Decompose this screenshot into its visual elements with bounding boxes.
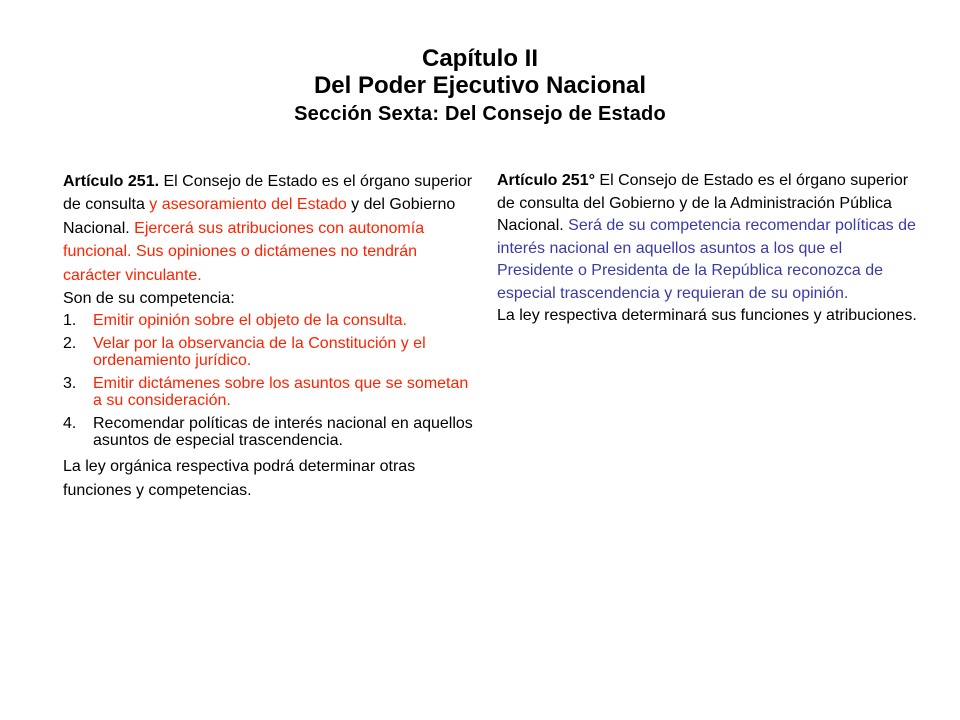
list-item-text: Emitir dictámenes sobre los asuntos que se sometan a su consideración. <box>93 375 469 410</box>
chapter-title: Capítulo II <box>422 45 538 72</box>
list-item <box>63 335 473 369</box>
left-column-article <box>63 170 473 502</box>
list-item-text: Recomendar políticas de interés nacional en aquellos asuntos de especial trascendencia. <box>93 415 473 450</box>
right-article-paragraph <box>497 170 917 305</box>
list-item-number: 4. <box>63 415 77 433</box>
right-text-a: El Consejo de Estado es el órgano superior de consulta del Gobierno y de la Administración Pública Nacional. <box>497 172 909 234</box>
list-item <box>63 415 473 449</box>
right-article-label: Artículo 251° <box>497 172 595 189</box>
left-text-a: El Consejo de Estado es el órgano superior de consulta <box>63 173 473 214</box>
list-item-number: 3. <box>63 375 77 393</box>
section-title: Sección Sexta: Del Consejo de Estado <box>294 103 666 125</box>
right-closing: La ley respectiva determinará sus funciones y atribuciones. <box>497 307 917 324</box>
list-item-text: Emitir opinión sobre el objeto de la consulta. <box>93 312 407 330</box>
left-article-label: Artículo 251. <box>63 173 160 190</box>
slide-title <box>0 46 960 128</box>
right-text-b: Será de su competencia recomendar políticas de interés nacional en aquellos asuntos a los que el Presidente o Presidenta de la República reconozca de especial trascendencia y requieran de su opinión. <box>497 217 916 302</box>
list-item <box>63 375 473 409</box>
list-item-text: Velar por la observancia de la Constitución y el ordenamiento jurídico. <box>93 335 426 370</box>
right-column-article <box>497 170 917 328</box>
list-item-number: 1. <box>63 312 77 330</box>
left-article-paragraph <box>63 170 473 287</box>
left-text-d: Ejercerá sus atribuciones con autonomía funcional. Sus opiniones o dictámenes no tendrán carácter vinculante. <box>63 219 425 284</box>
competence-list <box>63 312 473 449</box>
left-text-b: y asesoramiento del Estado <box>144 196 347 214</box>
power-title: Del Poder Ejecutivo Nacional <box>313 72 647 99</box>
list-item-number: 2. <box>63 335 77 353</box>
competence-intro: Son de su competencia: <box>63 290 235 308</box>
left-closing: La ley orgánica respectiva podrá determinar otras funciones y competencias. <box>63 458 416 499</box>
list-item <box>63 312 473 329</box>
left-text-c: y del Gobierno Nacional. <box>63 196 456 237</box>
